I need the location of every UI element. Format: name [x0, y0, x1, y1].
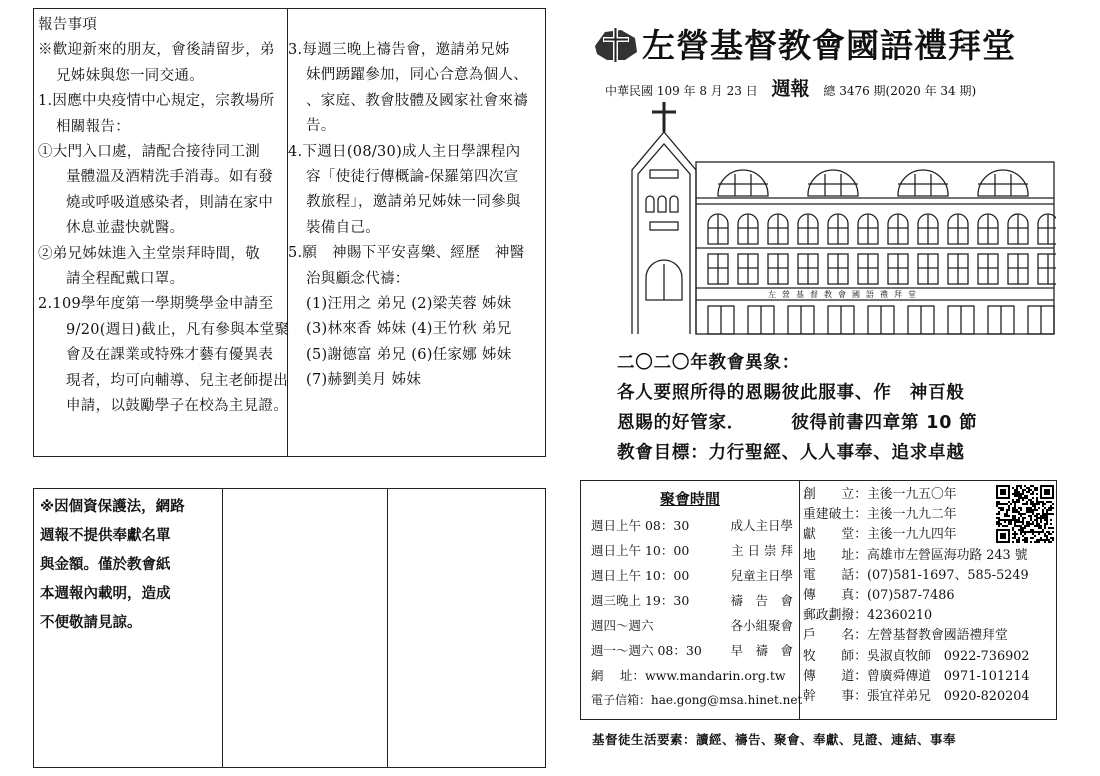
info-line: 電 話：(07)581-1697、585-5249 — [803, 567, 1029, 583]
notice-line: 本週報內載明，造成 — [40, 586, 171, 602]
privacy-notice — [40, 493, 222, 638]
vision-line: 恩賜的好管家． 彼得前書四章第 10 節 — [617, 413, 978, 433]
vision-motto — [617, 348, 1087, 468]
ann-line: 相關報告： — [56, 118, 130, 135]
info-line: 傳 道：曾廣舜傳道 0971-101214 — [803, 668, 1030, 684]
ann-line: 休息並盡快就醫。 — [66, 220, 185, 237]
church-goal: 教會目標：力行聖經、人人事奉、追求卓越 — [617, 443, 965, 463]
ann-line: 裝備自己。 — [306, 219, 380, 236]
church-logo-icon — [591, 26, 639, 64]
schedule-title: 聚會時間 — [659, 490, 720, 508]
schedule-row: 週日上午 10：00 兒童主日學 — [591, 568, 793, 583]
ann-line: 兄姊妹與您一同交通。 — [56, 67, 204, 84]
ann-line: 治與顧念代禱： — [306, 270, 410, 287]
info-line: 牧 師：吳淑貞牧師 0922-736902 — [803, 648, 1030, 664]
ann-line: 會及在課業或特殊才藝有優異表 — [66, 347, 274, 364]
ann-line: ②弟兄姊妹進入主堂崇拜時間，敬 — [38, 245, 260, 262]
ann-line: 燒或呼吸道感染者，則請在家中 — [66, 194, 274, 211]
ann-line: (1)汪用之 弟兄 (2)梁芙蓉 姊妹 — [306, 296, 512, 313]
ann-line: 4.下週日(08/30)成人主日學課程內 — [288, 143, 521, 160]
info-line: 創 立：主後一九五〇年 — [803, 487, 957, 502]
ann-line: 教旅程」，邀請弟兄姊妹一同參與 — [306, 194, 521, 211]
schedule-row: 週四～週六 各小組聚會 — [591, 618, 793, 633]
vision-line: 各人要照所得的恩賜彼此服事、作 神百般 — [617, 383, 965, 403]
ann-line: 容「使徒行傳概論-保羅第四次宣 — [306, 169, 519, 186]
bulletin-issue: 總 3476 期(2020 年 34 期) — [823, 84, 977, 98]
announcements-col2 — [288, 38, 544, 394]
ann-line: 1.因應中央疫情中心規定，宗教場所 — [38, 93, 275, 110]
ann-line: 請全程配戴口罩。 — [66, 271, 185, 288]
notice-line: 週報不提供奉獻名單 — [40, 528, 171, 544]
bulletin-header — [605, 74, 1075, 101]
schedule-row: 週日上午 10：00 主 日 崇 拜 — [591, 543, 793, 558]
building-sign: 左營基督教會國語禮拜堂 — [768, 290, 922, 299]
ann-line: 妹們踴躍參加，同心合意為個人、 — [306, 67, 528, 84]
info-line: 地 址：高雄市左營區海功路 243 號 — [803, 547, 1028, 563]
ann-line: (7)赫劉美月 姊妹 — [306, 372, 422, 389]
vision-heading: 二〇二〇年教會異象： — [617, 353, 800, 373]
notice-line: 與金額。僅於教會紙 — [40, 557, 171, 573]
ann-line: 現者，均可向輔導、兒主老師提出 — [66, 372, 288, 389]
email-link[interactable]: 電子信箱：hae.gong@msa.hinet.net — [591, 693, 803, 707]
announcements-col1 — [38, 13, 288, 420]
ann-line: (3)林來香 姊妹 (4)王竹秋 弟兄 — [306, 321, 512, 338]
info-line: 郵政劃撥：42360210 — [803, 608, 933, 624]
schedule-row: 週日上午 08：30 成人主日學 — [591, 518, 793, 533]
column-divider — [222, 489, 223, 767]
info-line: 幹 事：張宜祥弟兄 0920-820204 — [803, 688, 1030, 704]
ann-line: 9/20(週日)截止，凡有參與本堂聚 — [66, 321, 290, 338]
notice-line: 不便敬請見諒。 — [40, 615, 142, 631]
ann-line: 5.願 神賜下平安喜樂、經歷 神醫 — [288, 245, 525, 262]
ann-line: 2.109學年度第一學期獎學金申請至 — [38, 296, 274, 313]
meeting-schedule — [581, 485, 803, 713]
ann-line: 、家庭、教會肢體及國家社會來禱 — [306, 92, 528, 109]
info-line: 傳 真：(07)587-7486 — [803, 587, 955, 603]
christian-life-essentials: 基督徒生活要素：讀經、禱告、聚會、奉獻、見證、連結、事奉 — [592, 732, 957, 747]
bulletin-label: 週報 — [771, 78, 810, 100]
schedule-row: 週一～週六 08：30 早 禱 會 — [591, 643, 793, 658]
church-title: 左營基督教會國語禮拜堂 — [642, 26, 1016, 65]
church-building-illustration — [628, 100, 1056, 336]
info-box — [580, 480, 1057, 720]
schedule-row: 週三晚上 19：30 禱 告 會 — [591, 593, 793, 608]
ann-line: 申請，以鼓勵學子在校為主見證。 — [66, 398, 288, 415]
announcements-box — [33, 8, 546, 457]
bulletin-date: 中華民國 109 年 8 月 23 日 — [605, 84, 758, 98]
info-line: 重建破土：主後一九九二年 — [803, 507, 957, 523]
qr-code-icon[interactable] — [996, 485, 1054, 543]
ann-line: 3.每週三晚上禱告會，邀請弟兄姊 — [288, 42, 510, 58]
ann-line: ①大門入口處，請配合接待同工測 — [38, 144, 260, 161]
offering-box — [33, 488, 546, 768]
column-divider — [387, 489, 388, 767]
ann-line: 量體溫及酒精洗手消毒。如有發 — [66, 169, 274, 186]
ann-line: ※歡迎新來的朋友，會後請留步，弟 — [38, 42, 275, 59]
info-line: 獻 堂：主後一九九四年 — [803, 527, 957, 543]
ann-line: (5)謝德富 弟兄 (6)任家娜 姊妹 — [306, 346, 512, 363]
announcements-heading: 報告事項 — [38, 17, 98, 33]
website-link[interactable]: 網 址：www.mandarin.org.tw — [591, 668, 786, 683]
info-line: 戶 名：左營基督教會國語禮拜堂 — [803, 628, 1008, 644]
ann-line: 告。 — [306, 118, 336, 135]
notice-line: ※因個資保護法，網路 — [40, 499, 185, 515]
